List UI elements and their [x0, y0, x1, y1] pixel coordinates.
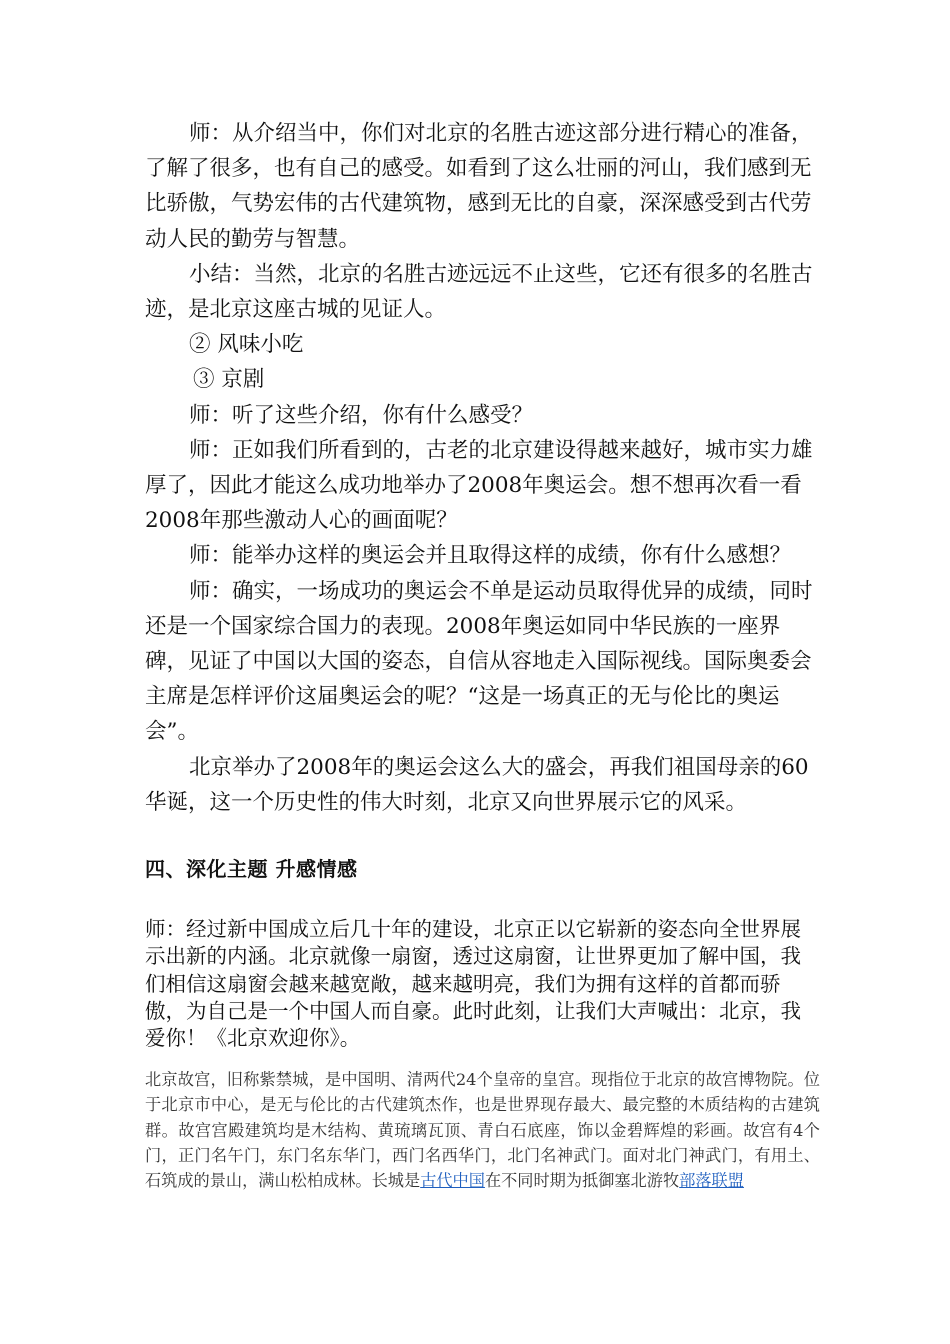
list-item-snacks: ② 风味小吃: [189, 332, 304, 358]
paragraph-teacher-olympics: 师：正如我们所看到的，古老的北京建设得越来越好，城市实力雄厚了，因此才能这么成功地举办了2008年奥运会。想不想再次看一看2008年那些激动人心的画面呢？: [145, 437, 813, 534]
reference-paragraph: [145, 1067, 820, 1193]
paragraph-beijing-60: 北京举办了2008年的奥运会这么大的盛会，再我们祖国母亲的60华诞，这一个历史性的伟大时刻，北京又向世界展示它的风采。: [145, 754, 809, 815]
list-item-opera: ③ 京剧: [193, 367, 265, 393]
paragraph-teacher-indeed: 师：确实，一场成功的奥运会不单是运动员取得优异的成绩，同时还是一个国家综合国力的表现。2008年奥运如同中华民族的一座界碑，见证了中国以大国的姿态，自信从容地走入国际视线。国际奥委会主席是怎样评价这届奥运会的呢？“这是一场真正的无与伦比的奥运会”。: [145, 578, 813, 745]
link-ancient-china[interactable]: 古代中国: [420, 1171, 485, 1191]
reference-middle-text: 在不同时期为抵御塞北游牧: [484, 1171, 680, 1191]
paragraph-teacher-intro: 师：从介绍当中，你们对北京的名胜古迹这部分进行精心的准备，了解了很多，也有自己的感受。如看到了这么壮丽的河山，我们感到无比骄傲，气势宏伟的古代建筑物，感到无比的自豪，深深感受到古代劳动人民的勤劳与智慧。: [145, 121, 813, 252]
paragraph-teacher-question: 师：听了这些介绍，你有什么感受？: [189, 402, 534, 428]
paragraph-closing: 师：经过新中国成立后几十年的建设，北京正以它崭新的姿态向全世界展示出新的内涵。北京就像一扇窗，透过这扇窗，让世界更加了解中国，我们相信这扇窗会越来越宽敞，越来越明亮，我们为拥有这样的首都而骄傲，为自己是一个中国人而自豪。此时此刻，让我们大声喊出：北京，我爱你！《北京欢迎你》。: [145, 917, 801, 1051]
reference-text: 北京故宫，旧称紫禁城，是中国明、清两代24个皇帝的皇宫。现指位于北京的故宫博物院。位于北京市中心，是无与伦比的古代建筑杰作，也是世界现存最大、最完整的木质结构的古建筑群。故宫宫殿建筑均是木结构、黄琉璃瓦顶、青白石底座，饰以金碧辉煌的彩画。故宫有4个门，正门名午门，东门名东华门，西门名西华门，北门名神武门。面对北门神武门，有用土、石筑成的景山，满山松柏成林。长城是: [145, 1070, 820, 1191]
section-heading: 四、深化主题 升感情感: [145, 857, 358, 881]
main-body: [145, 116, 820, 820]
paragraph-teacher-feelings: 师：能举办这样的奥运会并且取得这样的成绩，你有什么感想？: [189, 543, 792, 569]
link-tribal-alliance[interactable]: 部落联盟: [679, 1171, 744, 1191]
paragraph-summary: 小结：当然，北京的名胜古迹远远不止这些，它还有很多的名胜古迹，是北京这座古城的见证人。: [145, 261, 813, 323]
